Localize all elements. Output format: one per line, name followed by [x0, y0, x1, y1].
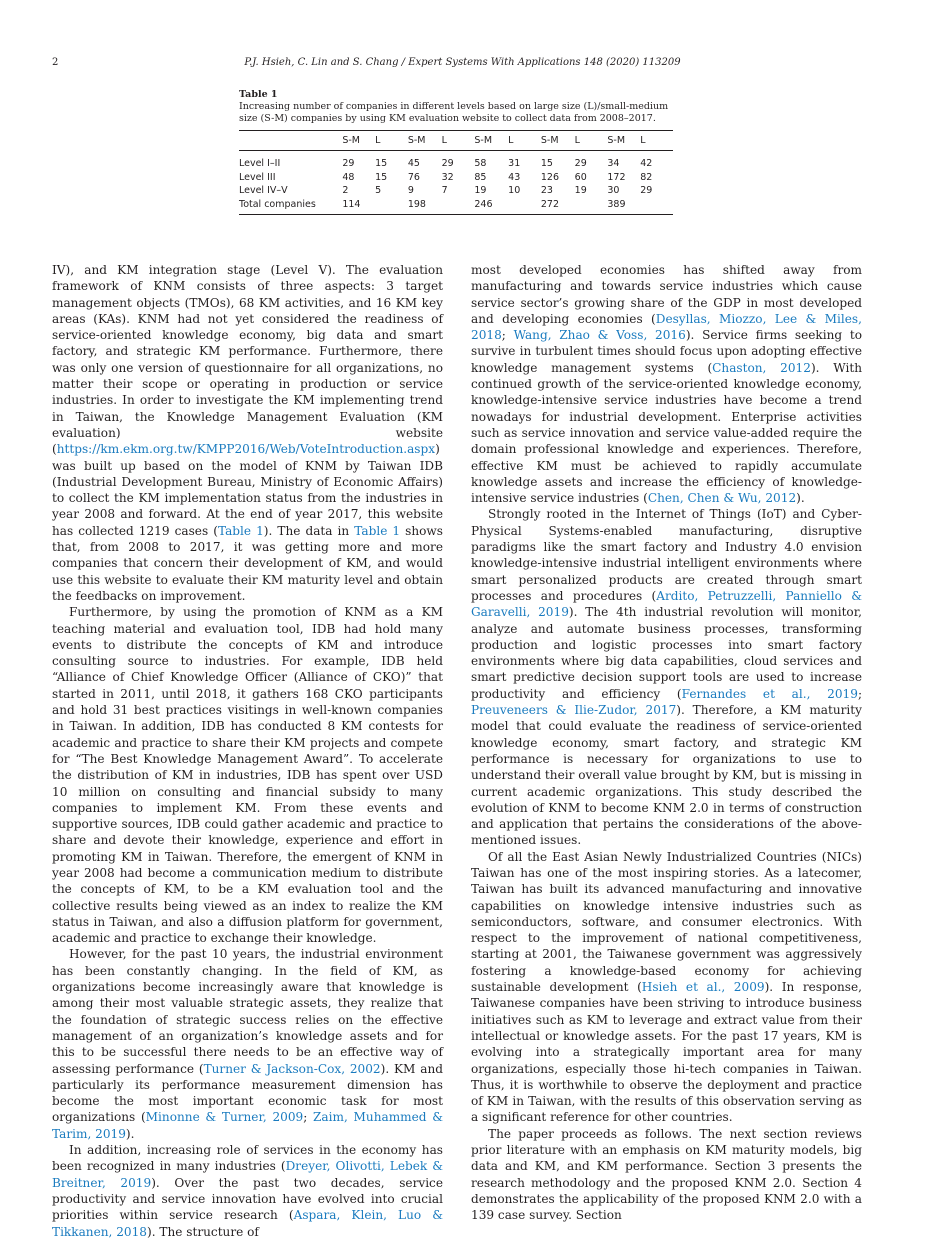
paragraph — [471, 849, 862, 1126]
right-column — [471, 262, 862, 1224]
running-title: P.J. Hsieh, C. Lin and S. Chang / Expert Systems With Applications 148 (2020) 113209 — [244, 57, 681, 68]
column-header: S-M — [474, 135, 493, 146]
text-run: ) was built up based on the model of KNM by Taiwan IDB (Industrial Development Bureau, Ministry of Economic Affairs) to collect the KM implementation status from the industries in year 2008 and forward. At the end of year 2017, this website has collected 1219 cases ( — [52, 442, 443, 538]
text-run: most developed economies has shifted away from manufacturing and towards service industries which cause service sector’s growing share of the GDP in most developed and developing economies ( — [471, 263, 862, 326]
column-header: S-M — [540, 135, 559, 146]
table-cell: 19 — [474, 185, 487, 197]
table-cell: 5 — [375, 185, 382, 197]
column-header: L — [508, 135, 514, 146]
table-cell: 15 — [540, 158, 553, 170]
table-caption: Increasing number of companies in different levels based on large size (L)/small-medium size (S-M) companies by using KM evaluation website to collect data from 2008–2017. — [239, 101, 669, 124]
table-cell: Level III — [239, 171, 276, 183]
table-cell: 30 — [607, 185, 620, 197]
table-cell: 272 — [540, 198, 560, 210]
table-cell: 29 — [342, 158, 355, 170]
text-run: ; — [501, 328, 514, 343]
column-header: S-M — [407, 135, 426, 146]
paragraph — [52, 946, 443, 1142]
table-cell: 42 — [640, 158, 653, 170]
table-1-reference-link[interactable]: Table 1 — [217, 523, 264, 538]
text-run: ; — [303, 1110, 314, 1125]
citation-link[interactable]: Minonne & Turner, 2009 — [145, 1110, 304, 1125]
page-number: 2 — [52, 57, 59, 68]
table-cell: Level IV–V — [239, 185, 288, 197]
table-cell — [575, 198, 608, 215]
data-table — [239, 130, 673, 215]
text-run: ). — [125, 1126, 135, 1141]
table-cell — [508, 198, 541, 215]
table-cell: 15 — [375, 171, 388, 183]
table-row — [239, 198, 673, 215]
text-run: ). KM and particularly its performance measurement dimension has become the most important economic task for most organizations ( — [52, 1061, 443, 1125]
table-cell: Level I–II — [239, 158, 281, 170]
text-run: ). Service firms seeking to survive in turbulent times should focus upon adopting effective knowledge management systems ( — [471, 328, 863, 375]
citation-link[interactable]: Wang, Zhao & Voss, 2016 — [513, 328, 686, 343]
text-run: Strongly rooted in the Internet of Things (IoT) and Cyber-Physical Systems-enabled manufacturing, disruptive paradigms like the smart factory and Industry 4.0 envision knowledge-intensive industrial intelligent environments where smart personalized products are created through smart processes and procedures ( — [471, 507, 862, 603]
table-cell: 198 — [407, 198, 426, 210]
column-header: L — [640, 135, 646, 146]
table-row — [239, 184, 673, 198]
text-run: ). The data in — [263, 523, 355, 538]
paragraph: The paper proceeds as follows. The next section reviews prior literature with an emphasis on KM maturity models, big data and KM, and KM performance. Section 3 presents the research methodology and the proposed KNM 2.0. Section 4 demonstrates the applicability of the proposed KNM 2.0 with a 139 case survey. Section — [471, 1126, 862, 1223]
paragraph — [471, 262, 862, 506]
paragraph — [471, 506, 862, 848]
table-cell: 23 — [540, 185, 553, 197]
table-cell: 15 — [375, 158, 388, 170]
table-cell: 19 — [574, 185, 587, 197]
table-cell: 58 — [474, 158, 487, 170]
km-evaluation-website-link[interactable]: https://km.ekm.org.tw/KMPP2016/Web/VoteIntroduction.aspx — [56, 442, 436, 457]
table-cell: Total companies — [239, 198, 316, 210]
text-run: ). Therefore, a KM maturity model that could evaluate the readiness of service-oriented knowledge economy, smart factory, and strategic KM performance is necessary for organizations to use to understand their overall value brought by KM, but is missing in current academic organizations. This study described the evolution of KNM to become KNM 2.0 in terms of construction and application that pertains the considerations of the above-mentioned issues. — [471, 703, 862, 848]
text-run: IV), and KM integration stage (Level V). The evaluation framework of KNM consists of three aspects: 3 target management objects (TMOs), 68 KM activities, and 16 KM key areas (KAs). KNM had not yet considered the readiness of service-oriented knowledge economy, big data and smart factory, and strategic KM performance. Furthermore, there was only one version of questionnaire for all organizations, no matter their scope or operating in production or service industries. In order to investigate the KM implementing trend in Taiwan, the Knowledge Management Evaluation (KM evaluation) website ( — [52, 263, 443, 457]
table-row — [239, 171, 673, 185]
citation-link[interactable]: Fernandes et al., 2019 — [681, 686, 858, 701]
table-cell: 48 — [342, 171, 355, 183]
table-1-reference-link[interactable]: Table 1 — [354, 523, 401, 538]
text-run: Of all the East Asian Newly Industrialized Countries (NICs) Taiwan has one of the most inspiring stories. As a latecomer, Taiwan has built its advanced manufacturing and innovative capabilities on knowledge intensive industries such as semiconductors, software, and consumer electronics. With respect to the improvement of national competitiveness, starting at 2001, the Taiwanese government was aggressively fostering a knowledge-based economy for achieving sustainable development ( — [471, 849, 862, 995]
table-cell: 126 — [540, 171, 560, 183]
table-header-row — [239, 131, 673, 151]
citation-link[interactable]: Dreyer, Olivotti, Lebek & Breitner, 2019 — [52, 1159, 443, 1190]
table-cell: 82 — [640, 171, 653, 183]
text-run: ). With continued growth of the service-oriented knowledge economy, knowledge-intensive service industries have become a trend nowadays for industrial development. Enterprise activities such as service innovation and service value-added require the domain professional knowledge and experiences. Therefore, effective KM must be achieved to rapidly accumulate knowledge assets and increase the efficiency of knowledge-intensive service industries ( — [471, 360, 862, 506]
column-header: S-M — [607, 135, 626, 146]
table-cell: 31 — [508, 158, 521, 170]
table-cell: 29 — [441, 158, 454, 170]
table-1 — [239, 89, 673, 215]
table-cell: 2 — [342, 185, 349, 197]
table-cell: 76 — [407, 171, 420, 183]
citation-link[interactable]: Desyllas, Miozzo, Lee & Miles, 2018 — [471, 311, 862, 343]
table-cell: 32 — [441, 171, 454, 183]
citation-link[interactable]: Ardito, Petruzzelli, Panniello & Garavelli, 2019 — [471, 588, 862, 620]
text-run: In addition, increasing role of services in the economy has been recognized in many industries ( — [52, 1143, 443, 1174]
text-run: ). The 4th industrial revolution will monitor, analyze and automate business processes, transforming production and logistic processes into smart factory environments where big data capabilities, cloud services and smart predictive decision support tools are used to increase productivity and efficiency ( — [471, 605, 863, 701]
paragraph: Furthermore, by using the promotion of KNM as a KM teaching material and evaluation tool, IDB had hold many events to distribute the concepts of KM and introduce consulting source to industries. For example, IDB held “Alliance of Chief Knowledge Officer (Alliance of CKO)” that started in 2011, until 2018, it gathers 168 CKO participants and hold 31 best practices visitings in well-known companies in Taiwan. In addition, IDB has conducted 8 KM contests for academic and practice to share their KM projects and compete for “The Best Knowledge Management Award”. To accelerate the distribution of KM in industries, IDB has spent over USD 10 million on consulting and financial subsidy to many companies to implement KM. From these events and supportive sources, IDB could gather academic and practice to share and devote their knowledge, experience and effort in promoting KM in Taiwan. Therefore, the emergent of KNM in year 2008 had become a communication medium to distribute the concepts of KM, to be a KM evaluation tool and the collective results being viewed as an index to realize the KM status in Taiwan, and also a diffusion platform for government, academic and practice to exchange their knowledge. — [52, 605, 443, 946]
citation-link[interactable]: Zaim, Muhammed & Tarim, 2019 — [52, 1110, 443, 1141]
text-run: ). The structure of — [147, 1224, 259, 1239]
paragraph — [52, 1142, 443, 1240]
table-cell: 60 — [574, 171, 587, 183]
table-cell: 9 — [407, 185, 414, 197]
table-cell: 172 — [607, 171, 626, 183]
citation-link[interactable]: Chaston, 2012 — [712, 360, 811, 375]
text-run: ). In response, Taiwanese companies have been striving to introduce business initiatives such as KM to leverage and extract value from their intellectual or knowledge assets. For the past 17 years, KM is evolving into a strategically important area for many organizations, especially those hi-tech companies in Taiwan. Thus, it is worthwhile to observe the deployment and practice of KM in Taiwan, with the results of this observation serving as a significant reference for other countries. — [471, 980, 862, 1125]
left-column — [52, 262, 443, 1240]
citation-link[interactable]: Hsieh et al., 2009 — [641, 980, 765, 995]
citation-link[interactable]: Preuveneers & Ilie-Zudor, 2017 — [471, 703, 677, 718]
text-run: ). Over the past two decades, service productivity and service innovation have evolved into crucial priorities within service research ( — [52, 1175, 443, 1223]
table-cell — [442, 198, 475, 215]
table-cell: 10 — [508, 185, 521, 197]
table-cell: 43 — [508, 171, 521, 183]
column-header: S-M — [342, 135, 360, 146]
text-run: shows that, from 2008 to 2017, it was getting more and more companies that concern their development of KM, and would use this website to evaluate their KM maturity level and obtain the feedbacks on improvement. — [52, 523, 443, 603]
table-cell — [640, 198, 673, 215]
column-header: L — [574, 135, 580, 146]
table-cell — [375, 198, 408, 215]
table-cell: 246 — [474, 198, 493, 210]
column-header: L — [375, 135, 381, 146]
table-cell: 45 — [407, 158, 420, 170]
table-cell: 29 — [574, 158, 587, 170]
table-cell: 34 — [607, 158, 620, 170]
table-cell: 114 — [342, 198, 361, 210]
text-run: However, for the past 10 years, the industrial environment has been constantly changing. In the field of KM, as organizations become increasingly aware that knowledge is among their most valuable strategic assets, they realize that the foundation of strategic success relies on the effective management of an organization’s knowledge assets and for this to be successful there needs to be an effective way of assessing performance ( — [52, 947, 443, 1076]
table-row — [239, 151, 673, 171]
table-label: Table 1 — [239, 89, 278, 100]
table-cell: 389 — [607, 198, 626, 210]
table-cell: 85 — [474, 171, 487, 183]
table-cell: 29 — [640, 185, 653, 197]
text-run: ; — [857, 686, 863, 701]
citation-link[interactable]: Chen, Chen & Wu, 2012 — [647, 491, 797, 506]
paragraph — [52, 262, 443, 604]
column-header — [239, 131, 342, 151]
citation-link[interactable]: Turner & Jackson-Cox, 2002 — [203, 1061, 381, 1076]
column-header: L — [441, 135, 447, 146]
table-cell: 7 — [441, 185, 448, 197]
text-run: ). — [796, 491, 805, 506]
citation-link[interactable]: Aspara, Klein, Luo & Tikkanen, 2018 — [52, 1208, 443, 1239]
